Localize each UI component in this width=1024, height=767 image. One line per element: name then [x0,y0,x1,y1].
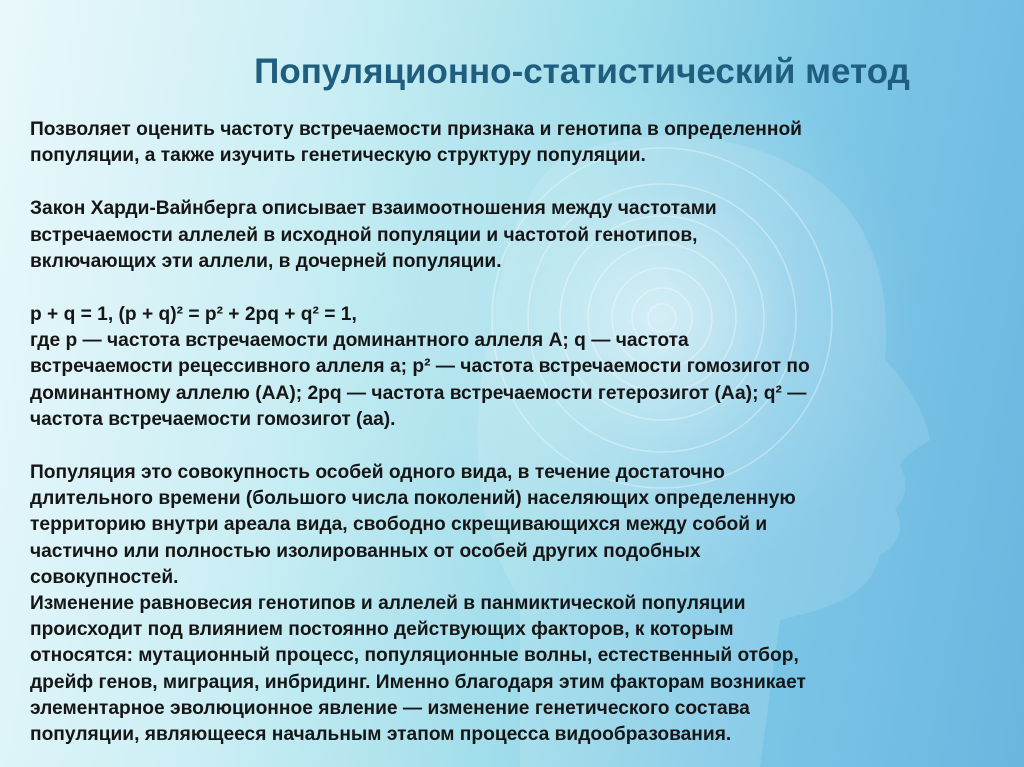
population-definition-paragraph: Популяция это совокупность особей одного вида, в течение достаточно длительного времени (большого числа поколений) населяющих определенную территорию внутри ареала вида, свободно скрещивающихся между собой и частично или полностью изолированных от особей других подобных совокупностей. [30,462,796,588]
equilibrium-change-paragraph: Изменение равновесия генотипов и аллелей в панмиктической популяции происходит под влиянием постоянно действующих факторов, к которым относятся: мутационный процесс, популяционные волны, естественный отбор, дрейф генов, миграция, инбридинг. Именно благодаря этим факторам возникает элементарное эволюционное явление — изменение генетического состава популяции, являющееся начальным этапом процесса видообразования. [30,593,806,746]
hardy-weinberg-paragraph: Закон Харди-Вайнберга описывает взаимоотношения между частотами встречаемости аллелей в исходной популяции и частотой генотипов, включающих эти аллели, в дочерней популяции. [30,198,717,272]
slide-body [30,117,998,748]
slide-title: Популяционно-статистический метод [254,52,910,91]
formula-paragraph: р + q = 1, (р + q)² = р² + 2рq + q² = 1, где р — частота встречаемости доминантного аллеля А; q — частота встречаемости рецессивного аллеля а; р² — частота встречаемости гомозигот по доминантному аллелю (АА); 2рq — частота встречаемости гетерозигот (Аа); q² — частота встречаемости гомозигот (аа). [30,304,810,430]
intro-paragraph: Позволяет оценить частоту встречаемости признака и генотипа в определенной популяции, а также изучить генетическую структуру популяции. [30,119,802,167]
